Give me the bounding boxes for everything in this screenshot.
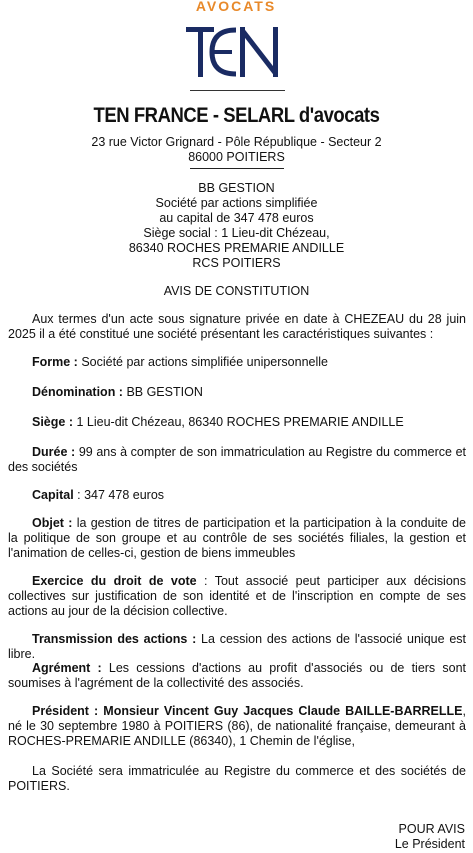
ten-logo-mark [0,0,473,96]
company-capital: au capital de 347 478 euros [159,211,314,225]
signature-line-1: POUR AVIS [398,822,465,836]
item-droit-de-vote: Exercice du droit de vote : Tout associé peut participer aux décisions collectives sur justification de son identité et de l'inscription en compte de ses actions au jour de la décision collective. [8,574,466,618]
item-transmission: Transmission des actions : La cession des actions de l'associé unique est libre. [8,632,466,661]
logo-avocats-text: AVOCATS [195,0,277,14]
company-name: BB GESTION [198,181,275,195]
item-duree: Durée : 99 ans à compter de son immatriculation au Registre du commerce et des sociétés [8,445,466,474]
item-president: Président : Monsieur Vincent Guy Jacques Claude BAILLE-BARRELLE, né le 30 septembre 1980 à POITIERS (86), de nationalité française, demeurant à ROCHES-PREMARIE ANDILLE (86340), 1 Chemin de l'église, [8,704,466,748]
signature-block [395,822,465,852]
divider [190,168,284,169]
item-agrement: Agrément : Les cessions d'actions au profit d'associés ou de tiers sont soumises à l'agrément de la collectivité des associés. [8,661,466,690]
firm-logo [0,0,473,96]
firm-name: TEN FRANCE - SELARL d'avocats [93,104,380,127]
item-capital: Capital : 347 478 euros [32,488,165,502]
address-line-1: 23 rue Victor Grignard - Pôle République - Secteur 2 [91,135,382,149]
company-rcs: RCS POITIERS [192,256,281,270]
company-seat-2: 86340 ROCHES PREMARIE ANDILLE [128,241,345,255]
notice-title: AVIS DE CONSTITUTION [163,284,310,298]
intro-paragraph: Aux termes d'un acte sous signature privée en date à CHEZEAU du 28 juin 2025 il a été constitué une société présentant les caractéristiques suivantes : [8,312,466,341]
company-header [0,181,473,271]
firm-address [0,135,473,165]
item-siege: Siège : 1 Lieu-dit Chézeau, 86340 ROCHES PREMARIE ANDILLE [32,415,404,429]
company-seat-1: Siège social : 1 Lieu-dit Chézeau, [143,226,330,240]
closing-paragraph: La Société sera immatriculée au Registre du commerce et des sociétés de POITIERS. [8,764,466,793]
company-form: Société par actions simplifiée [155,196,318,210]
signature-line-2: Le Président [394,837,465,851]
item-forme: Forme : Société par actions simplifiée unipersonnelle [32,355,328,369]
address-line-2: 86000 POITIERS [188,150,285,164]
item-denomination: Dénomination : BB GESTION [32,385,203,399]
item-objet: Objet : la gestion de titres de participation et la participation à la conduite de la politique de son groupe et au contrôle de ses sociétés filiales, la gestion et l'animation de celles-ci, gestion de biens immeubles [8,516,466,560]
